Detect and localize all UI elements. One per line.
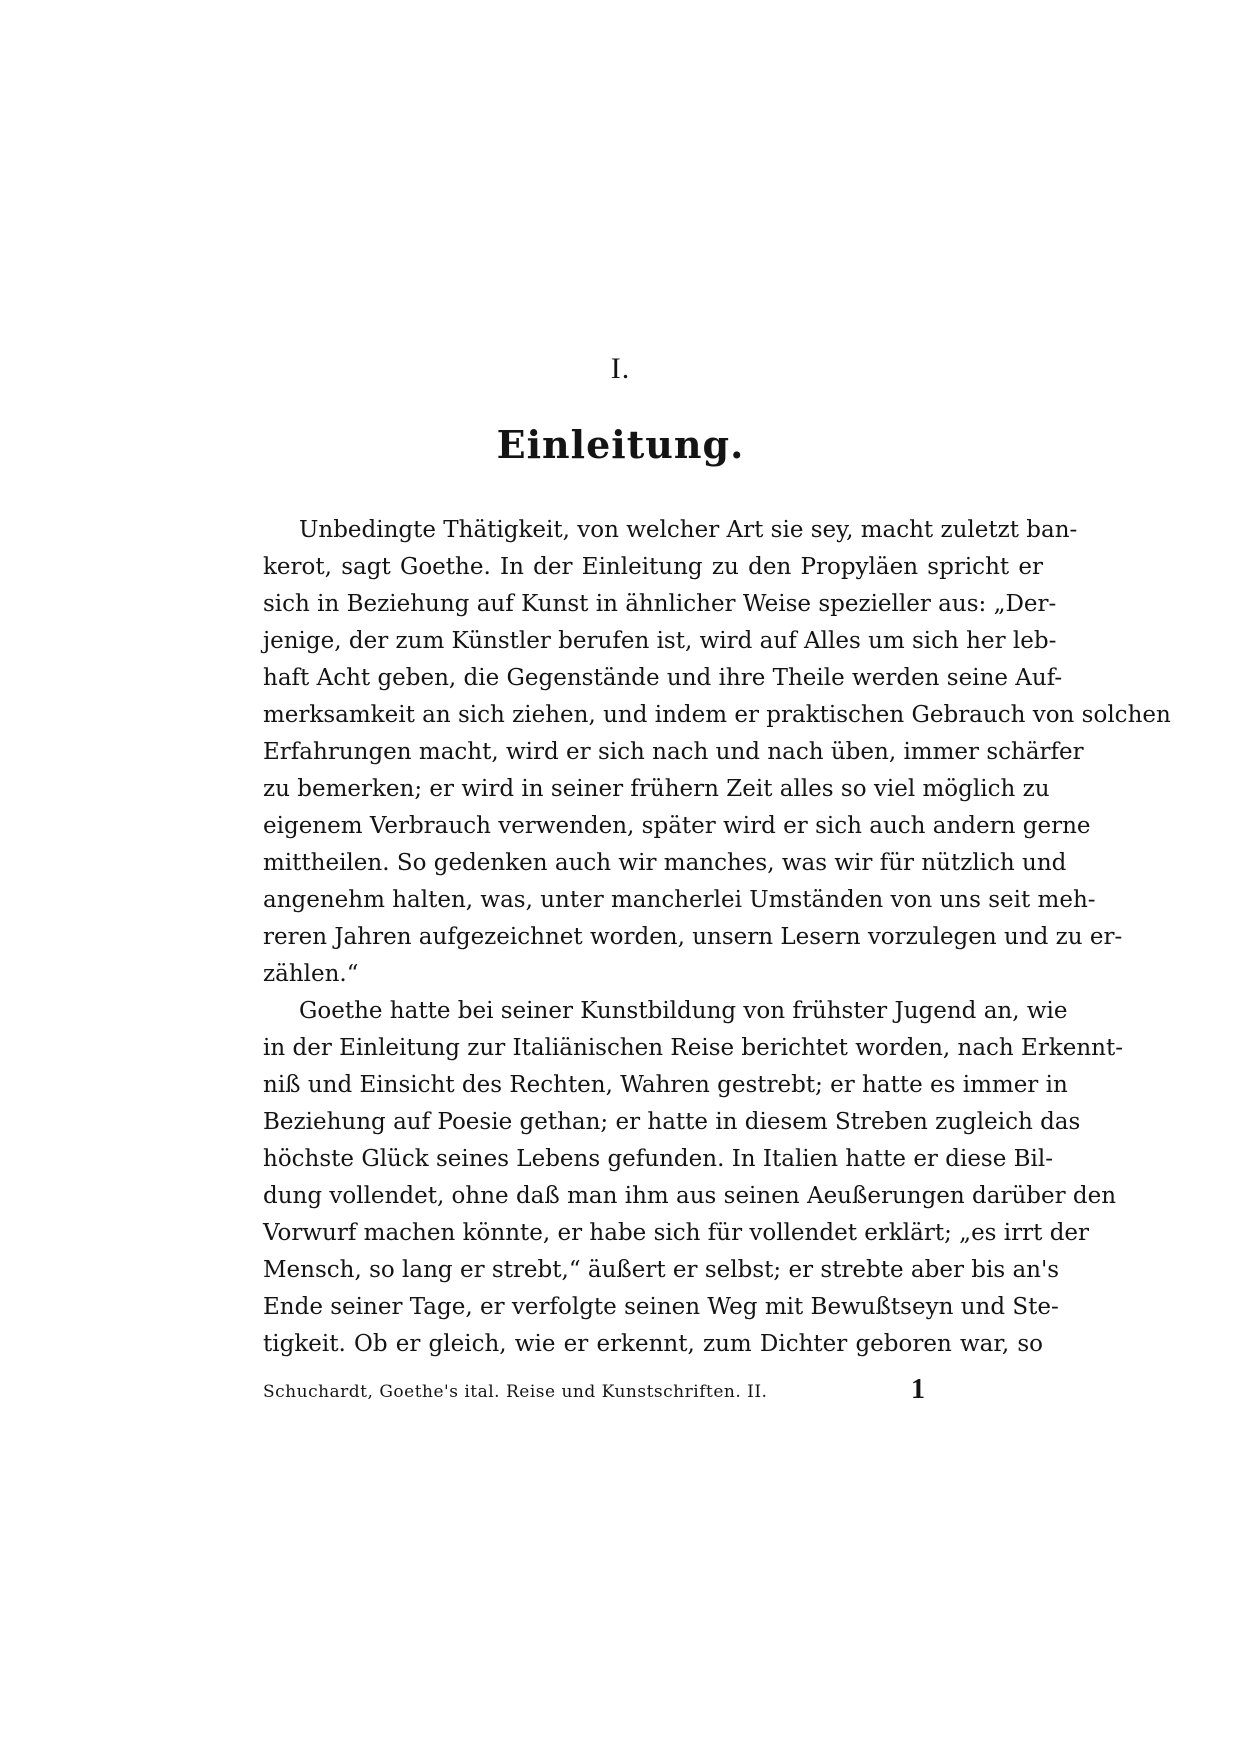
text-line: kerot, sagt Goethe. In der Einleitung zu den Propyläen spricht er (263, 554, 1043, 580)
text-line: Erfahrungen macht, wird er sich nach und nach üben, immer schärfer (263, 739, 1084, 765)
page-footer (263, 1374, 1043, 1414)
text-line: höchste Glück seines Lebens gefunden. In Italien hatte er diese Bil- (263, 1146, 1054, 1172)
text-line: zu bemerken; er wird in seiner frühern Zeit alles so viel möglich zu (263, 776, 1050, 802)
text-line: eigenem Verbrauch verwenden, später wird er sich auch andern gerne (263, 813, 1091, 839)
page-number: 1 (911, 1374, 925, 1405)
text-line: sich in Beziehung auf Kunst in ähnlicher Weise spezieller aus: „Der- (263, 591, 1057, 617)
text-line: haft Acht geben, die Gegenstände und ihre Theile werden seine Auf- (263, 665, 1063, 691)
text-line: Beziehung auf Poesie gethan; er hatte in diesem Streben zugleich das (263, 1109, 1081, 1135)
text-line: Unbedingte Thätigkeit, von welcher Art sie sey, macht zuletzt ban- (299, 517, 1078, 543)
text-line: merksamkeit an sich ziehen, und indem er praktischen Gebrauch von solchen (263, 702, 1171, 728)
text-line: jenige, der zum Künstler berufen ist, wird auf Alles um sich her leb- (263, 628, 1057, 654)
chapter-number: I. (610, 352, 631, 385)
text-line: zählen.“ (263, 961, 359, 987)
body-text (263, 512, 1171, 1363)
text-line: in der Einleitung zur Italiänischen Reise berichtet worden, nach Erkennt- (263, 1035, 1124, 1061)
text-line: angenehm halten, was, unter mancherlei Umständen von uns seit meh- (263, 887, 1096, 913)
text-line: mittheilen. So gedenken auch wir manches, was wir für nützlich und (263, 850, 1067, 876)
text-line: tigkeit. Ob er gleich, wie er erkennt, zum Dichter geboren war, so (263, 1331, 1043, 1357)
text-line: Ende seiner Tage, er verfolgte seinen Weg mit Bewußtseyn und Ste- (263, 1294, 1059, 1320)
chapter-title: Einleitung. (496, 422, 745, 467)
signature-reference: Schuchardt, Goethe's ital. Reise und Kunstschriften. II. (263, 1382, 768, 1402)
text-line: dung vollendet, ohne daß man ihm aus seinen Aeußerungen darüber den (263, 1183, 1117, 1209)
text-line: niß und Einsicht des Rechten, Wahren gestrebt; er hatte es immer in (263, 1072, 1068, 1098)
text-line: Mensch, so lang er strebt,“ äußert er selbst; er strebte aber bis an's (263, 1257, 1060, 1283)
text-line: Vorwurf machen könnte, er habe sich für vollendet erklärt; „es irrt der (263, 1220, 1090, 1246)
text-line: reren Jahren aufgezeichnet worden, unsern Lesern vorzulegen und zu er- (263, 924, 1123, 950)
text-line: Goethe hatte bei seiner Kunstbildung von frühster Jugend an, wie (299, 998, 1068, 1024)
